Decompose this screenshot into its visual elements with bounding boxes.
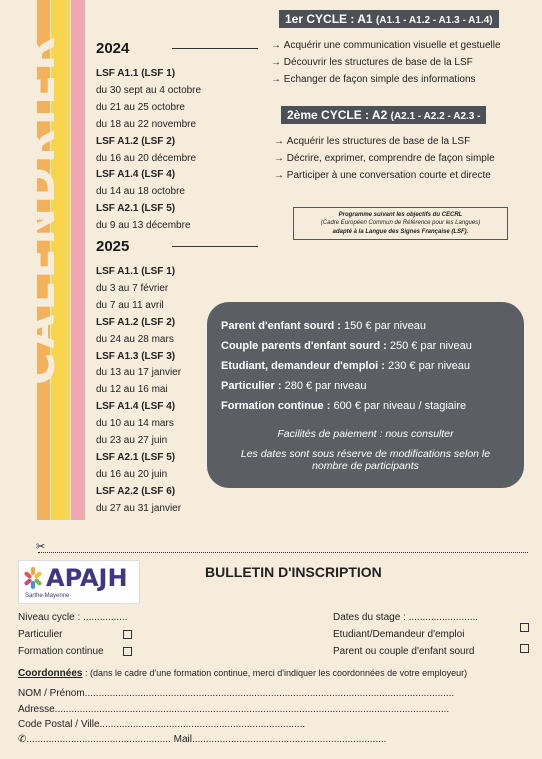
schedule-date: du 16 au 20 juin	[96, 468, 168, 480]
schedule-date: du 3 au 7 février	[96, 282, 169, 294]
decor-stripe-pink	[71, 0, 85, 520]
schedule-date: du 27 au 31 janvier	[96, 502, 182, 514]
year-2024-rule	[172, 48, 258, 49]
cut-line	[38, 545, 528, 553]
coordonnees-line	[18, 668, 467, 679]
schedule-level: LSF A1.4 (LSF 4)	[96, 401, 176, 413]
schedule-level: LSF A1.2 (LSF 2)	[96, 135, 176, 147]
nom-prenom-field[interactable]: NOM / Prénom.....................................................................................................................................	[18, 688, 455, 699]
cycle2-objectives	[274, 133, 495, 184]
price-value: 600 € par niveau / stagiaire	[330, 400, 467, 412]
cycle2-heading	[281, 106, 486, 124]
schedule-date: du 18 au 22 novembre	[96, 118, 197, 130]
objective-item: → Acquérir les structures de base de la LSF	[274, 133, 495, 150]
coordonnees-note: : (dans le cadre d'une formation continue, merci d'indiquer les coordonnées de votre employeur)	[82, 668, 468, 678]
flower-icon	[25, 567, 41, 589]
logo-name: APAJH	[46, 564, 128, 592]
schedule-level: LSF A1.1 (LSF 1)	[96, 266, 176, 277]
price-label: Formation continue :	[221, 400, 331, 412]
calendar-vertical-title: CALENDRIER	[14, 33, 65, 385]
particulier-checkbox[interactable]	[123, 630, 132, 639]
dates-reserve-note: Les dates sont sous réserve de modifications selon le nombre de participants	[240, 448, 491, 472]
code-postal-ville-field[interactable]: Code Postal / Ville..........................................................................	[18, 719, 306, 730]
price-row	[221, 396, 510, 416]
schedule-date: du 13 au 17 janvier	[96, 367, 182, 379]
adresse-field[interactable]: Adresse..............................................................................................................................................	[18, 704, 450, 715]
cecrl-note	[293, 207, 508, 240]
schedule-date: du 9 au 13 décembre	[96, 220, 191, 232]
price-row	[221, 376, 510, 396]
cycle2-title: 2ème CYCLE : A2	[287, 108, 388, 122]
schedule-level: LSF A1.2 (LSF 2)	[96, 316, 176, 328]
scissors-icon: ✂	[36, 541, 46, 553]
bulletin-title: BULLETIN D'INSCRIPTION	[205, 564, 382, 580]
niveau-cycle-field[interactable]: Niveau cycle : ................	[18, 612, 128, 623]
schedule-date: du 30 sept au 4 octobre	[96, 84, 202, 96]
schedule-date: du 10 au 14 mars	[96, 418, 174, 430]
etudiant-checkbox[interactable]	[520, 623, 529, 632]
objective-item: → Décrire, exprimer, comprendre de façon simple	[274, 150, 495, 167]
price-value: 150 € par niveau	[340, 320, 426, 332]
objective-item: → Découvrir les structures de base de la LSF	[271, 54, 501, 71]
cecrl-line3: adapté à la Langue des Signes Française (LSF).	[332, 228, 469, 235]
schedule-level: LSF A1.1 (LSF 1)	[96, 68, 176, 79]
apajh-logo	[18, 560, 140, 604]
schedule-date: du 24 au 28 mars	[96, 333, 174, 345]
cycle1-objectives	[271, 37, 501, 88]
schedule-date: du 21 au 25 octobre	[96, 101, 185, 113]
schedule-date: du 16 au 20 décembre	[96, 152, 197, 164]
price-row	[221, 356, 510, 376]
schedule-2024	[96, 66, 201, 235]
schedule-date: du 7 au 11 avril	[96, 299, 164, 311]
cecrl-line2: (Cadre Européen Commun de Référence pour les Langues)	[320, 220, 481, 227]
price-label: Parent d'enfant sourd :	[221, 320, 341, 332]
cecrl-line1: Programme suivant les objectifs du CECRL	[338, 212, 463, 218]
price-label: Etudiant, demandeur d'emploi :	[221, 360, 385, 372]
schedule-date: du 23 au 27 juin	[96, 435, 168, 447]
price-value: 250 € par niveau	[386, 340, 472, 352]
objective-item: → Acquérir une communication visuelle et gestuelle	[271, 37, 501, 54]
schedule-level: LSF A1.4 (LSF 4)	[96, 169, 176, 181]
parent-checkbox[interactable]	[520, 644, 529, 653]
etudiant-label: Etudiant/Demandeur d'emploi	[333, 629, 465, 640]
coordonnees-label: Coordonnées	[18, 668, 83, 679]
price-value: 280 € par niveau	[281, 380, 367, 392]
particulier-label: Particulier	[18, 629, 63, 640]
cycle1-heading	[279, 10, 499, 28]
price-label: Particulier :	[221, 380, 282, 392]
schedule-date: du 14 au 18 octobre	[96, 186, 185, 198]
schedule-level: LSF A2.2 (LSF 6)	[96, 485, 176, 497]
schedule-2025	[96, 264, 181, 518]
schedule-level: LSF A2.1 (LSF 5)	[96, 451, 176, 463]
schedule-date: du 12 au 16 mai	[96, 384, 168, 396]
price-value: 230 € par niveau	[384, 360, 470, 372]
objective-item: → Participer à une conversation courte et directe	[274, 167, 495, 184]
price-row	[221, 336, 510, 356]
year-2025-heading: 2025	[96, 238, 130, 255]
schedule-level: LSF A2.1 (LSF 5)	[96, 203, 176, 215]
formation-checkbox[interactable]	[123, 647, 132, 656]
cycle1-title: 1er CYCLE : A1	[285, 12, 373, 26]
parent-label: Parent ou couple d'enfant sourd	[333, 646, 475, 657]
year-2025-rule	[172, 246, 258, 247]
cycle1-sub: (A1.1 - A1.2 - A1.3 - A1.4)	[375, 15, 493, 26]
schedule-level: LSF A1.3 (LSF 3)	[96, 350, 176, 362]
logo-sub: Sarthe-Mayenne	[25, 593, 70, 599]
year-2024-heading: 2024	[96, 40, 130, 57]
objective-item: → Echanger de façon simple des informations	[271, 71, 501, 88]
payment-note: Facilités de paiement : nous consulter	[277, 428, 454, 440]
price-row	[221, 316, 510, 336]
telephone-mail-field[interactable]: ✆.................................................... Mail......................................................................	[18, 734, 387, 745]
dates-stage-field[interactable]: Dates du stage : .........................	[333, 612, 479, 623]
cycle2-sub: (A2.1 - A2.2 - A2.3 -	[390, 111, 481, 122]
formation-label: Formation continue	[18, 646, 104, 657]
price-label: Couple parents d'enfant sourd :	[221, 340, 387, 352]
price-box	[207, 302, 524, 488]
